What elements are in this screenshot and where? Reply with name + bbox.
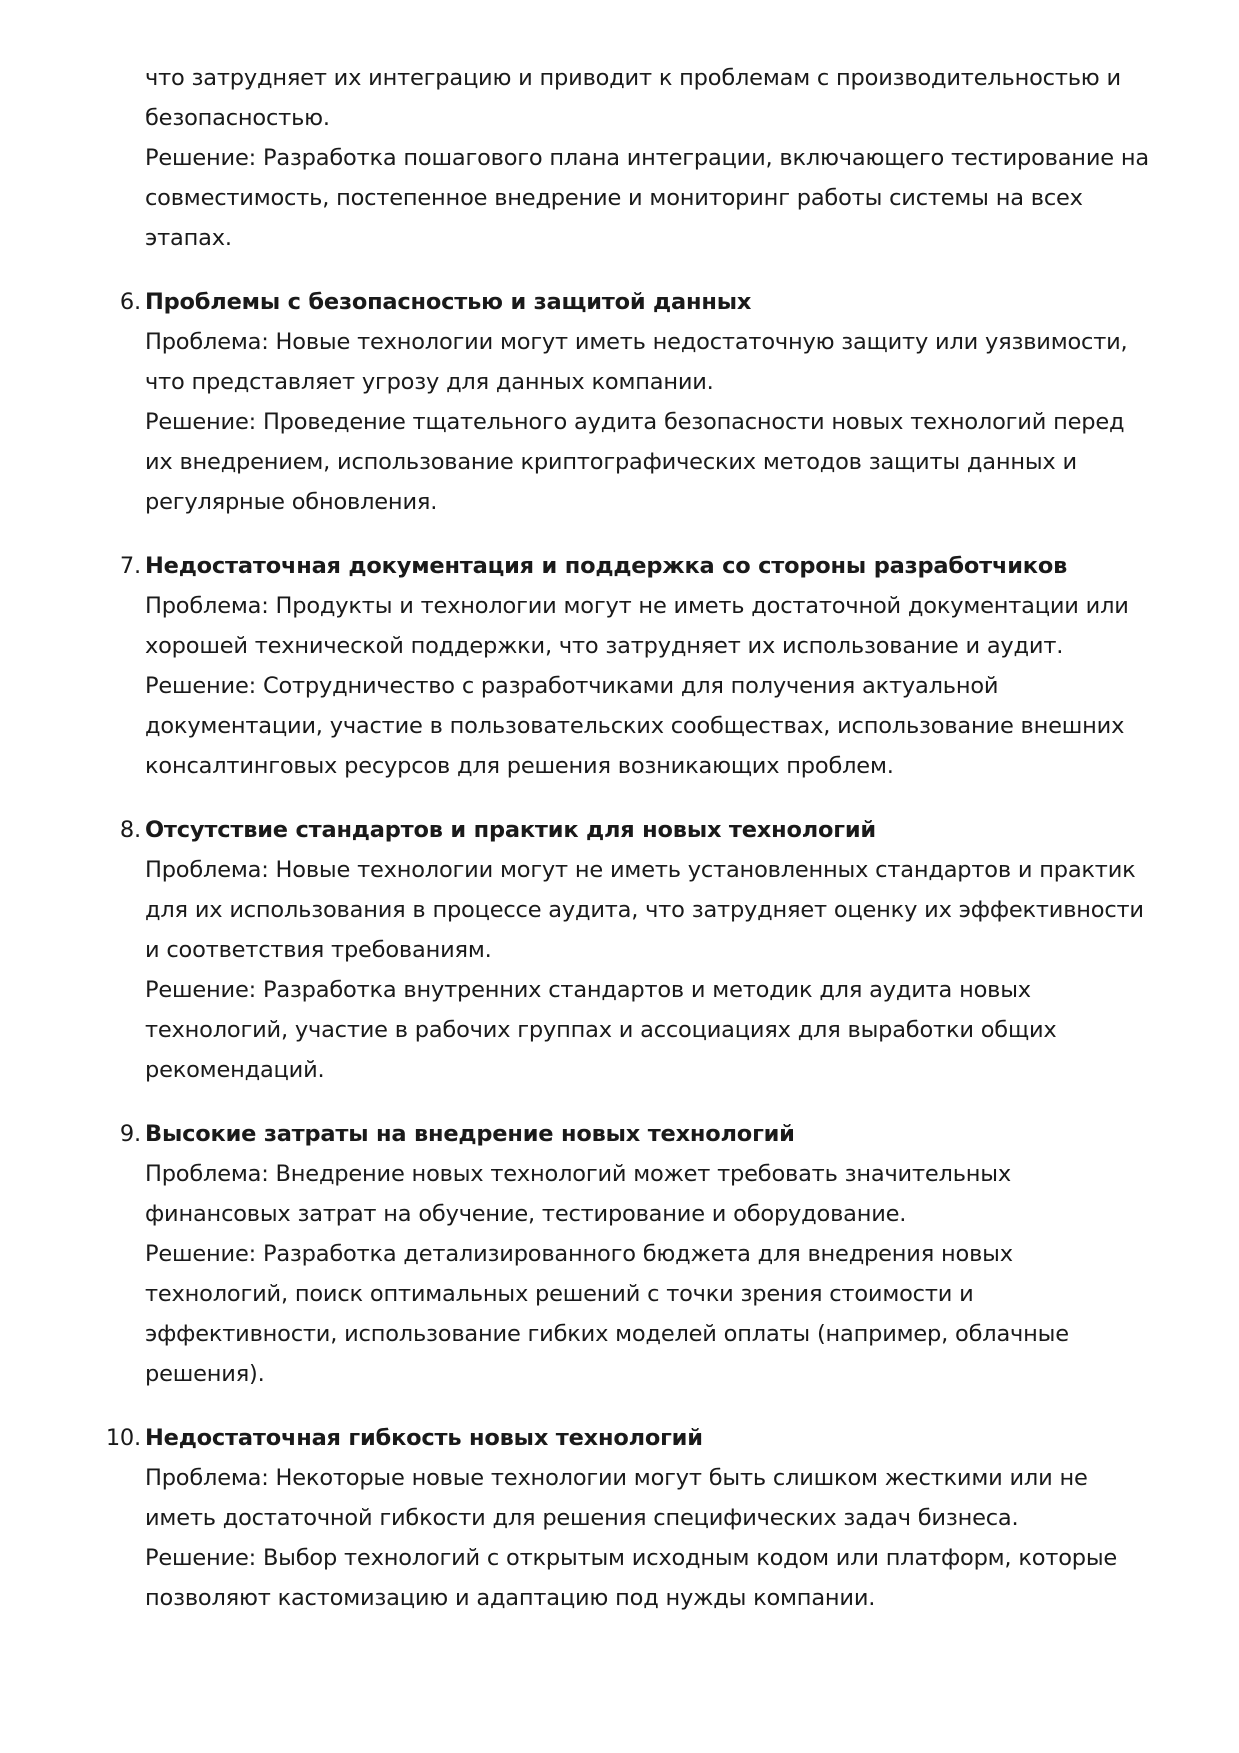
solution-text: Решение: Сотрудничество с разработчиками для получения актуальной документации, участие в пользовательских сообществах, использование внешних консалтинговых ресурсов для решения возникающих проблем. xyxy=(145,673,1125,779)
problem-text: Проблема: Новые технологии могут не иметь установленных стандартов и практик для их использования в процессе аудита, что затрудняет оценку их эффективности и соответствия требованиям. xyxy=(145,857,1144,963)
solution-text: Решение: Разработка пошагового плана интеграции, включающего тестирование на совместимость, постепенное внедрение и мониторинг работы системы на всех этапах. xyxy=(145,145,1149,251)
solution-text: Решение: Разработка детализированного бюджета для внедрения новых технологий, поиск оптимальных решений с точки зрения стоимости и эффективности, использование гибких моделей оплаты (например, облачные решения). xyxy=(145,1241,1069,1387)
list-item-number: 6. xyxy=(119,289,141,315)
list-item-number: 9. xyxy=(119,1121,141,1147)
numbered-list xyxy=(105,282,1155,1618)
list-item-number: 7. xyxy=(119,553,141,579)
list-item xyxy=(119,1114,1155,1394)
list-item-number: 8. xyxy=(119,817,141,843)
list-item xyxy=(119,546,1155,786)
problem-text: Проблема: Продукты и технологии могут не иметь достаточной документации или хорошей технической поддержки, что затрудняет их использование и аудит. xyxy=(145,593,1129,659)
list-item-title: Высокие затраты на внедрение новых технологий xyxy=(145,1121,795,1147)
list-item-title: Недостаточная гибкость новых технологий xyxy=(145,1425,703,1451)
solution-text: Решение: Выбор технологий с открытым исходным кодом или платформ, которые позволяют кастомизацию и адаптацию под нужды компании. xyxy=(145,1545,1118,1611)
problem-text: что затрудняет их интеграцию и приводит к проблемам с производительностью и безопасностью. xyxy=(145,65,1121,131)
list-item-title: Проблемы с безопасностью и защитой данных xyxy=(145,289,752,315)
list-item-title: Отсутствие стандартов и практик для новых технологий xyxy=(145,817,876,843)
problem-text: Проблема: Некоторые новые технологии могут быть слишком жесткими или не иметь достаточной гибкости для решения специфических задач бизнеса. xyxy=(145,1465,1088,1531)
list-item-number: 10. xyxy=(105,1425,141,1451)
list-item xyxy=(119,810,1155,1090)
list-item xyxy=(105,1418,1155,1618)
list-item-title: Недостаточная документация и поддержка со стороны разработчиков xyxy=(145,553,1068,579)
solution-text: Решение: Проведение тщательного аудита безопасности новых технологий перед их внедрением, использование криптографических методов защиты данных и регулярные обновления. xyxy=(145,409,1125,515)
problem-text: Проблема: Внедрение новых технологий может требовать значительных финансовых затрат на обучение, тестирование и оборудование. xyxy=(145,1161,1011,1227)
document-body xyxy=(105,58,1155,1618)
list-item xyxy=(119,282,1155,522)
continued-item xyxy=(145,58,1155,258)
problem-text: Проблема: Новые технологии могут иметь недостаточную защиту или уязвимости, что представляет угрозу для данных компании. xyxy=(145,329,1128,395)
solution-text: Решение: Разработка внутренних стандартов и методик для аудита новых технологий, участие в рабочих группах и ассоциациях для выработки общих рекомендаций. xyxy=(145,977,1057,1083)
